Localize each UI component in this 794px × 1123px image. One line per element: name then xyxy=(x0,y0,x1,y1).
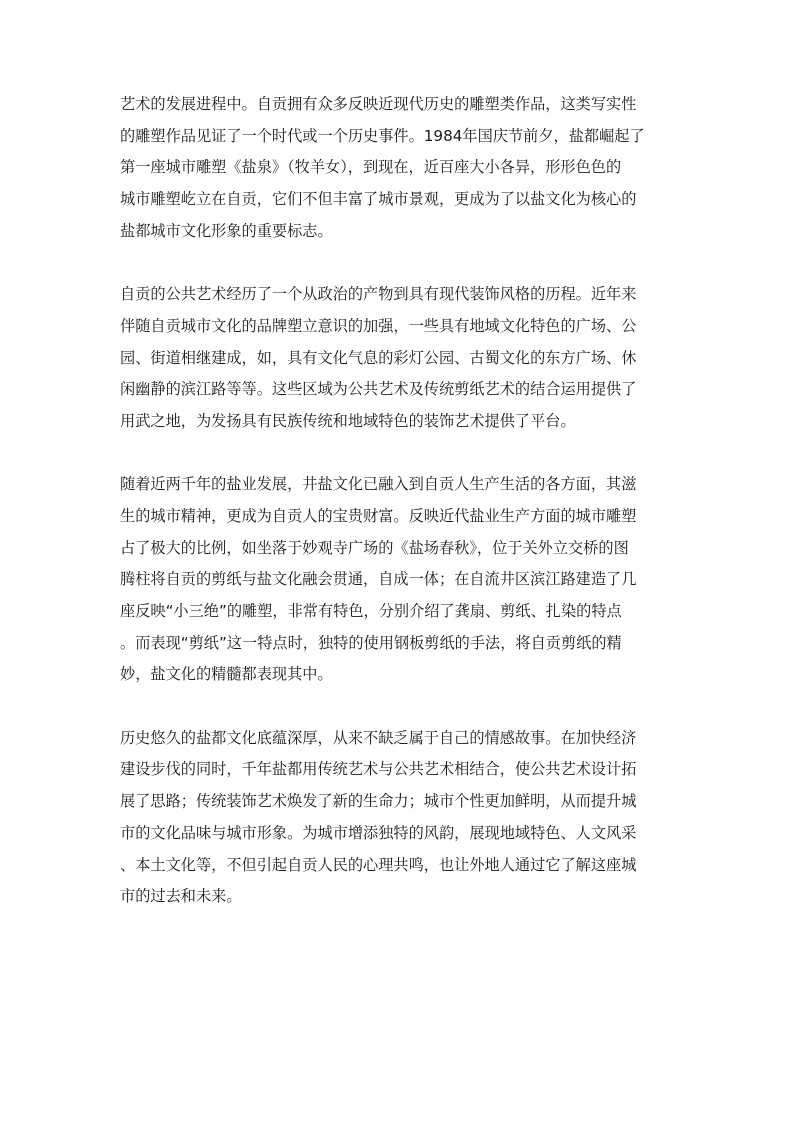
paragraph-3 xyxy=(120,469,680,691)
text-line: 城市雕塑屹立在自贡，它们不但丰富了城市景观，更成为了以盐文化为核心的 xyxy=(120,190,637,209)
document-body xyxy=(120,89,680,945)
text-line: 、本土文化等，不但引起自贡人民的心理共鸣，也让外地人通过它了解这座城 xyxy=(120,855,637,874)
text-line: 展了思路；传统装饰艺术焕发了新的生命力；城市个性更加鲜明，从而提升城 xyxy=(120,792,637,811)
text-line: 第一座城市雕塑《盐泉》（牧羊女），到现在，近百座大小各异，形形色色的 xyxy=(120,158,622,177)
text-line: 自贡的公共艺术经历了一个从政治的产物到具有现代装饰风格的历程。近年来 xyxy=(120,285,637,304)
text-line: 腾柱将自贡的剪纸与盐文化融会贯通，自成一体；在自流井区滨江路建造了几 xyxy=(120,570,637,589)
text-line: 艺术的发展进程中。自贡拥有众多反映近现代历史的雕塑类作品，这类写实性 xyxy=(120,95,637,113)
text-line: 占了极大的比例，如坐落于妙观寺广场的《盐场春秋》，位于关外立交桥的图 xyxy=(120,538,629,557)
text-line: 的雕塑作品见证了一个时代或一个历史事件。1984年国庆节前夕，盐都崛起了 xyxy=(120,126,645,145)
text-line: 闲幽静的滨江路等等。这些区域为公共艺术及传统剪纸艺术的结合运用提供了 xyxy=(120,380,637,399)
paragraph-1 xyxy=(120,89,680,247)
text-line: 市的过去和未来。 xyxy=(120,887,242,906)
text-line: 妙，盐文化的精髓都表现其中。 xyxy=(120,665,333,684)
text-line: 伴随自贡城市文化的品牌塑立意识的加强，一些具有地域文化特色的广场、公 xyxy=(120,316,637,335)
text-line: 座反映“小三绝”的雕塑，非常有特色，分别介绍了龚扇、剪纸、扎染的特点 xyxy=(120,602,622,620)
text-line: 市的文化品味与城市形象。为城市增添独特的风韵，展现地域特色、人文风采 xyxy=(120,823,637,842)
paragraph-2 xyxy=(120,279,680,437)
text-line: 。而表现“剪纸”这一特点时，独特的使用钢板剪纸的手法，将自贡剪纸的精 xyxy=(120,633,622,652)
paragraph-4 xyxy=(120,723,680,913)
text-line: 用武之地，为发扬具有民族传统和地域特色的装饰艺术提供了平台。 xyxy=(120,411,576,430)
text-line: 历史悠久的盐都文化底蕴深厚，从来不缺乏属于自己的情感故事。在加快经济 xyxy=(120,728,637,747)
text-line: 建设步伐的同时，千年盐都用传统艺术与公共艺术相结合，使公共艺术设计拓 xyxy=(120,760,637,779)
text-line: 随着近两千年的盐业发展，井盐文化已融入到自贡人生产生活的各方面，其滋 xyxy=(120,475,637,494)
text-line: 生的城市精神，更成为自贡人的宝贵财富。反映近代盐业生产方面的城市雕塑 xyxy=(120,506,637,525)
text-line: 园、街道相继建成，如，具有文化气息的彩灯公园、古蜀文化的东方广场、休 xyxy=(120,348,637,367)
text-line: 盐都城市文化形象的重要标志。 xyxy=(120,221,333,240)
